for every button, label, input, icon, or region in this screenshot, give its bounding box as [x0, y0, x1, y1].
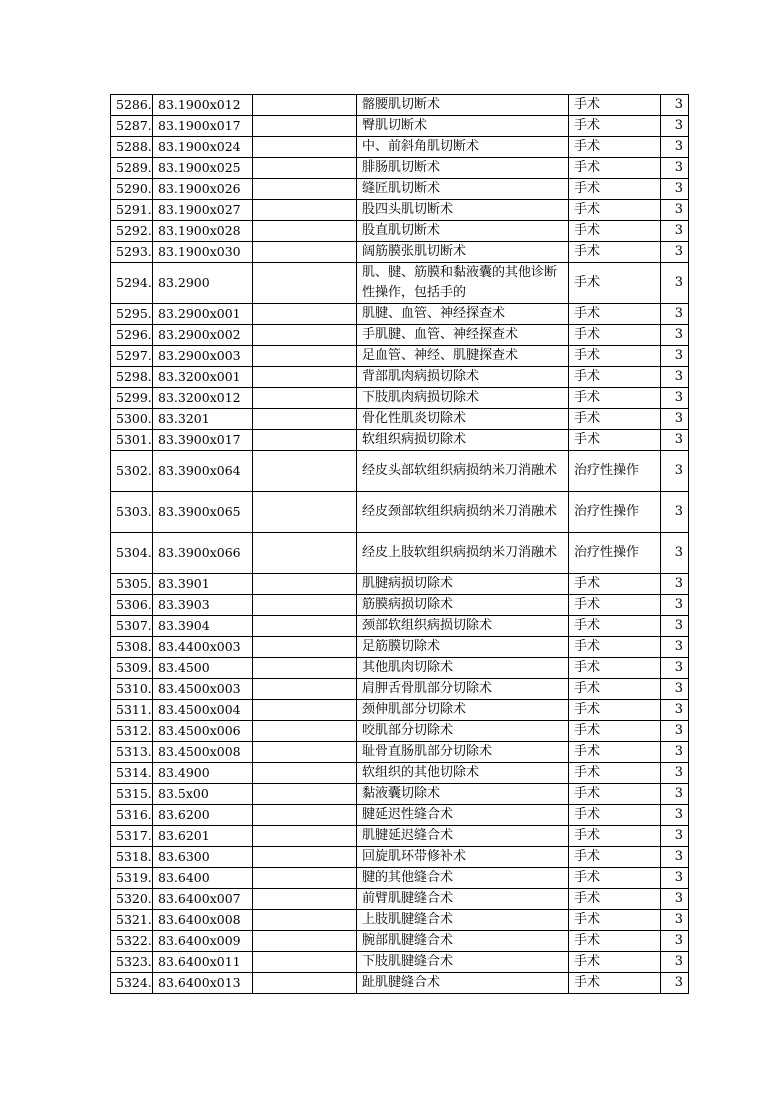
procedure-code: 83.3900x017 [153, 430, 253, 451]
procedure-code: 83.1900x024 [153, 137, 253, 158]
procedure-type: 手术 [569, 346, 661, 367]
row-number: 5292. [111, 221, 153, 242]
extra-code-cell [253, 158, 357, 179]
row-number: 5299. [111, 388, 153, 409]
row-number: 5287. [111, 116, 153, 137]
extra-code-cell [253, 430, 357, 451]
table-row [111, 595, 689, 616]
table-row [111, 242, 689, 263]
procedure-name: 骨化性肌炎切除术 [357, 409, 569, 430]
procedure-name: 咬肌部分切除术 [357, 721, 569, 742]
extra-code-cell [253, 952, 357, 973]
extra-code-cell [253, 742, 357, 763]
extra-code-cell [253, 95, 357, 116]
procedure-name: 臀肌切断术 [357, 116, 569, 137]
procedure-code: 83.1900x012 [153, 95, 253, 116]
procedure-type: 手术 [569, 931, 661, 952]
table-row [111, 95, 689, 116]
procedure-name: 足血管、神经、肌腱探查术 [357, 346, 569, 367]
extra-code-cell [253, 137, 357, 158]
row-number: 5312. [111, 721, 153, 742]
extra-code-cell [253, 616, 357, 637]
table-row [111, 889, 689, 910]
procedure-name: 髂腰肌切断术 [357, 95, 569, 116]
extra-code-cell [253, 533, 357, 574]
procedure-code: 83.4400x003 [153, 637, 253, 658]
procedure-name: 缝匠肌切断术 [357, 179, 569, 200]
procedure-level: 3 [661, 931, 689, 952]
procedure-name: 足筋膜切除术 [357, 637, 569, 658]
procedure-type: 手术 [569, 325, 661, 346]
procedure-code: 83.6400 [153, 868, 253, 889]
table-row [111, 409, 689, 430]
procedure-level: 3 [661, 637, 689, 658]
procedure-name: 中、前斜角肌切断术 [357, 137, 569, 158]
procedure-code: 83.1900x027 [153, 200, 253, 221]
procedure-name: 颈伸肌部分切除术 [357, 700, 569, 721]
procedure-name: 颈部软组织病损切除术 [357, 616, 569, 637]
table-row [111, 847, 689, 868]
row-number: 5288. [111, 137, 153, 158]
procedure-level: 3 [661, 158, 689, 179]
procedure-level: 3 [661, 325, 689, 346]
procedure-type: 手术 [569, 95, 661, 116]
procedure-code: 83.3900x064 [153, 451, 253, 492]
procedure-code: 83.6400x013 [153, 973, 253, 994]
procedure-code: 83.1900x030 [153, 242, 253, 263]
table-row [111, 973, 689, 994]
row-number: 5307. [111, 616, 153, 637]
procedure-name: 股四头肌切断术 [357, 200, 569, 221]
procedure-level: 3 [661, 179, 689, 200]
procedure-name: 其他肌肉切除术 [357, 658, 569, 679]
procedure-level: 3 [661, 304, 689, 325]
row-number: 5295. [111, 304, 153, 325]
procedure-type: 手术 [569, 137, 661, 158]
procedure-type: 手术 [569, 847, 661, 868]
procedure-name: 软组织病损切除术 [357, 430, 569, 451]
procedure-code: 83.4500x003 [153, 679, 253, 700]
row-number: 5300. [111, 409, 153, 430]
procedure-code: 83.4500x006 [153, 721, 253, 742]
procedure-level: 3 [661, 116, 689, 137]
extra-code-cell [253, 409, 357, 430]
procedure-name: 肌腱延迟缝合术 [357, 826, 569, 847]
table-row [111, 304, 689, 325]
extra-code-cell [253, 973, 357, 994]
procedure-table-body [111, 95, 689, 994]
procedure-type: 手术 [569, 952, 661, 973]
extra-code-cell [253, 847, 357, 868]
table-row [111, 533, 689, 574]
procedure-code: 83.3200x012 [153, 388, 253, 409]
procedure-level: 3 [661, 868, 689, 889]
extra-code-cell [253, 763, 357, 784]
procedure-name: 上肢肌腱缝合术 [357, 910, 569, 931]
table-row [111, 430, 689, 451]
procedure-code: 83.4500x004 [153, 700, 253, 721]
procedure-name: 阔筋膜张肌切断术 [357, 242, 569, 263]
row-number: 5322. [111, 931, 153, 952]
procedure-type: 手术 [569, 263, 661, 304]
procedure-code: 83.6400x007 [153, 889, 253, 910]
procedure-code: 83.6400x009 [153, 931, 253, 952]
row-number: 5319. [111, 868, 153, 889]
procedure-level: 3 [661, 973, 689, 994]
procedure-type: 手术 [569, 910, 661, 931]
procedure-name: 肩胛舌骨肌部分切除术 [357, 679, 569, 700]
extra-code-cell [253, 889, 357, 910]
extra-code-cell [253, 325, 357, 346]
row-number: 5321. [111, 910, 153, 931]
procedure-code: 83.3904 [153, 616, 253, 637]
procedure-code: 83.4900 [153, 763, 253, 784]
extra-code-cell [253, 492, 357, 533]
table-row [111, 637, 689, 658]
extra-code-cell [253, 451, 357, 492]
row-number: 5311. [111, 700, 153, 721]
table-row [111, 179, 689, 200]
procedure-code: 83.2900 [153, 263, 253, 304]
procedure-code: 83.1900x026 [153, 179, 253, 200]
procedure-name: 筋膜病损切除术 [357, 595, 569, 616]
table-row [111, 805, 689, 826]
procedure-name: 耻骨直肠肌部分切除术 [357, 742, 569, 763]
procedure-code: 83.6400x011 [153, 952, 253, 973]
procedure-level: 3 [661, 221, 689, 242]
extra-code-cell [253, 221, 357, 242]
table-row [111, 616, 689, 637]
procedure-type: 手术 [569, 784, 661, 805]
extra-code-cell [253, 805, 357, 826]
procedure-code: 83.2900x003 [153, 346, 253, 367]
extra-code-cell [253, 304, 357, 325]
extra-code-cell [253, 637, 357, 658]
row-number: 5306. [111, 595, 153, 616]
procedure-code: 83.6201 [153, 826, 253, 847]
table-row [111, 325, 689, 346]
procedure-level: 3 [661, 679, 689, 700]
extra-code-cell [253, 826, 357, 847]
procedure-type: 手术 [569, 679, 661, 700]
procedure-level: 3 [661, 137, 689, 158]
table-row [111, 137, 689, 158]
extra-code-cell [253, 116, 357, 137]
procedure-type: 手术 [569, 242, 661, 263]
procedure-name: 下肢肌腱缝合术 [357, 952, 569, 973]
procedure-level: 3 [661, 595, 689, 616]
procedure-code: 83.6400x008 [153, 910, 253, 931]
row-number: 5309. [111, 658, 153, 679]
procedure-code: 83.3201 [153, 409, 253, 430]
procedure-type: 手术 [569, 616, 661, 637]
extra-code-cell [253, 679, 357, 700]
procedure-type: 手术 [569, 637, 661, 658]
procedure-level: 3 [661, 721, 689, 742]
row-number: 5303. [111, 492, 153, 533]
table-row [111, 200, 689, 221]
procedure-code: 83.6300 [153, 847, 253, 868]
procedure-level: 3 [661, 346, 689, 367]
extra-code-cell [253, 721, 357, 742]
table-row [111, 158, 689, 179]
procedure-name: 黏液囊切除术 [357, 784, 569, 805]
extra-code-cell [253, 658, 357, 679]
procedure-level: 3 [661, 847, 689, 868]
procedure-level: 3 [661, 826, 689, 847]
procedure-type: 手术 [569, 595, 661, 616]
procedure-type: 手术 [569, 200, 661, 221]
procedure-code: 83.1900x028 [153, 221, 253, 242]
table-row [111, 263, 689, 304]
procedure-type: 手术 [569, 826, 661, 847]
table-row [111, 931, 689, 952]
procedure-level: 3 [661, 242, 689, 263]
procedure-name: 腕部肌腱缝合术 [357, 931, 569, 952]
procedure-level: 3 [661, 574, 689, 595]
row-number: 5297. [111, 346, 153, 367]
procedure-level: 3 [661, 784, 689, 805]
procedure-type: 治疗性操作 [569, 451, 661, 492]
procedure-name: 腱延迟性缝合术 [357, 805, 569, 826]
procedure-code: 83.4500 [153, 658, 253, 679]
procedure-name: 回旋肌环带修补术 [357, 847, 569, 868]
table-row [111, 346, 689, 367]
procedure-type: 手术 [569, 304, 661, 325]
row-number: 5316. [111, 805, 153, 826]
procedure-name: 肌腱、血管、神经探查术 [357, 304, 569, 325]
row-number: 5293. [111, 242, 153, 263]
procedure-level: 3 [661, 451, 689, 492]
procedure-name: 背部肌肉病损切除术 [357, 367, 569, 388]
procedure-type: 手术 [569, 868, 661, 889]
procedure-name: 腱的其他缝合术 [357, 868, 569, 889]
table-row [111, 388, 689, 409]
procedure-type: 手术 [569, 658, 661, 679]
extra-code-cell [253, 179, 357, 200]
procedure-name: 肌、腱、筋膜和黏液囊的其他诊断性操作，包括手的 [357, 263, 569, 304]
procedure-level: 3 [661, 533, 689, 574]
procedure-level: 3 [661, 95, 689, 116]
table-row [111, 763, 689, 784]
procedure-level: 3 [661, 409, 689, 430]
row-number: 5314. [111, 763, 153, 784]
table-row [111, 868, 689, 889]
procedure-type: 手术 [569, 116, 661, 137]
procedure-level: 3 [661, 492, 689, 533]
row-number: 5308. [111, 637, 153, 658]
extra-code-cell [253, 263, 357, 304]
row-number: 5305. [111, 574, 153, 595]
procedure-type: 手术 [569, 430, 661, 451]
procedure-type: 手术 [569, 221, 661, 242]
table-row [111, 910, 689, 931]
row-number: 5317. [111, 826, 153, 847]
procedure-type: 手术 [569, 700, 661, 721]
procedure-name: 下肢肌肉病损切除术 [357, 388, 569, 409]
extra-code-cell [253, 700, 357, 721]
procedure-level: 3 [661, 367, 689, 388]
procedure-code: 83.3900x065 [153, 492, 253, 533]
table-row [111, 116, 689, 137]
procedure-code: 83.5x00 [153, 784, 253, 805]
procedure-level: 3 [661, 658, 689, 679]
procedure-level: 3 [661, 805, 689, 826]
procedure-name: 经皮颈部软组织病损纳米刀消融术 [357, 492, 569, 533]
table-row [111, 451, 689, 492]
procedure-type: 手术 [569, 763, 661, 784]
procedure-level: 3 [661, 388, 689, 409]
procedure-level: 3 [661, 200, 689, 221]
procedure-code: 83.2900x002 [153, 325, 253, 346]
procedure-name: 手肌腱、血管、神经探查术 [357, 325, 569, 346]
row-number: 5313. [111, 742, 153, 763]
row-number: 5318. [111, 847, 153, 868]
procedure-type: 治疗性操作 [569, 533, 661, 574]
procedure-level: 3 [661, 952, 689, 973]
procedure-name: 前臂肌腱缝合术 [357, 889, 569, 910]
procedure-level: 3 [661, 430, 689, 451]
procedure-type: 手术 [569, 388, 661, 409]
procedure-code: 83.3903 [153, 595, 253, 616]
row-number: 5315. [111, 784, 153, 805]
row-number: 5324. [111, 973, 153, 994]
extra-code-cell [253, 574, 357, 595]
table-row [111, 826, 689, 847]
row-number: 5286. [111, 95, 153, 116]
procedure-code: 83.1900x025 [153, 158, 253, 179]
table-row [111, 658, 689, 679]
procedure-level: 3 [661, 910, 689, 931]
procedure-type: 手术 [569, 889, 661, 910]
extra-code-cell [253, 367, 357, 388]
procedure-type: 手术 [569, 805, 661, 826]
procedure-name: 腓肠肌切断术 [357, 158, 569, 179]
row-number: 5301. [111, 430, 153, 451]
procedure-code: 83.3200x001 [153, 367, 253, 388]
procedure-level: 3 [661, 763, 689, 784]
procedure-code: 83.6200 [153, 805, 253, 826]
row-number: 5323. [111, 952, 153, 973]
procedure-type: 手术 [569, 367, 661, 388]
extra-code-cell [253, 931, 357, 952]
row-number: 5302. [111, 451, 153, 492]
procedure-name: 经皮头部软组织病损纳米刀消融术 [357, 451, 569, 492]
procedure-type: 手术 [569, 409, 661, 430]
procedure-code: 83.3901 [153, 574, 253, 595]
row-number: 5289. [111, 158, 153, 179]
row-number: 5290. [111, 179, 153, 200]
procedure-type: 手术 [569, 721, 661, 742]
procedure-name: 经皮上肢软组织病损纳米刀消融术 [357, 533, 569, 574]
table-row [111, 784, 689, 805]
procedure-code: 83.1900x017 [153, 116, 253, 137]
extra-code-cell [253, 346, 357, 367]
row-number: 5310. [111, 679, 153, 700]
procedure-level: 3 [661, 742, 689, 763]
table-row [111, 574, 689, 595]
procedure-name: 软组织的其他切除术 [357, 763, 569, 784]
table-row [111, 679, 689, 700]
procedure-name: 股直肌切断术 [357, 221, 569, 242]
procedure-name: 趾肌腱缝合术 [357, 973, 569, 994]
procedure-name: 肌腱病损切除术 [357, 574, 569, 595]
procedure-code: 83.3900x066 [153, 533, 253, 574]
procedure-type: 手术 [569, 742, 661, 763]
table-row [111, 952, 689, 973]
extra-code-cell [253, 910, 357, 931]
procedure-type: 治疗性操作 [569, 492, 661, 533]
extra-code-cell [253, 595, 357, 616]
extra-code-cell [253, 868, 357, 889]
row-number: 5296. [111, 325, 153, 346]
extra-code-cell [253, 242, 357, 263]
procedure-level: 3 [661, 616, 689, 637]
procedure-code: 83.2900x001 [153, 304, 253, 325]
procedure-type: 手术 [569, 973, 661, 994]
procedure-table [110, 94, 689, 994]
table-row [111, 221, 689, 242]
row-number: 5291. [111, 200, 153, 221]
table-row [111, 492, 689, 533]
row-number: 5320. [111, 889, 153, 910]
extra-code-cell [253, 200, 357, 221]
procedure-type: 手术 [569, 158, 661, 179]
procedure-type: 手术 [569, 574, 661, 595]
row-number: 5304. [111, 533, 153, 574]
row-number: 5298. [111, 367, 153, 388]
procedure-type: 手术 [569, 179, 661, 200]
table-row [111, 742, 689, 763]
procedure-code: 83.4500x008 [153, 742, 253, 763]
row-number: 5294. [111, 263, 153, 304]
table-row [111, 721, 689, 742]
procedure-level: 3 [661, 700, 689, 721]
extra-code-cell [253, 784, 357, 805]
table-row [111, 367, 689, 388]
procedure-level: 3 [661, 263, 689, 304]
extra-code-cell [253, 388, 357, 409]
table-row [111, 700, 689, 721]
procedure-level: 3 [661, 889, 689, 910]
